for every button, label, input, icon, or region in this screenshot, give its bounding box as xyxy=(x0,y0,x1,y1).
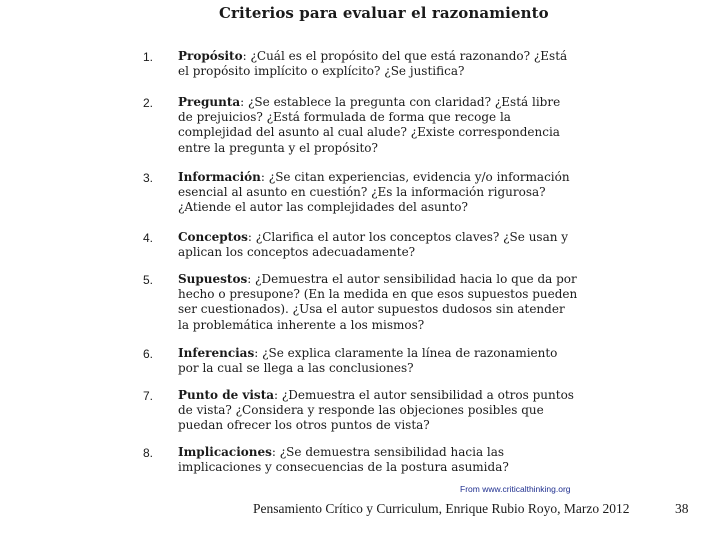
criterion-term: Inferencias xyxy=(178,346,255,360)
page-number: 38 xyxy=(675,501,689,516)
criterion-term: Conceptos xyxy=(178,230,248,244)
criterion-text: : ¿Se citan experiencias, evidencia y/o información esencial al asunto en cuestión? ¿Es la información rigurosa? ¿Atiende el autor las complejidades del asunto? xyxy=(178,170,570,215)
criterion-text: : ¿Demuestra el autor sensibilidad hacia lo que da por hecho o presupone? (En la medida en que esos supuestos pueden ser cuestionados). ¿Usa el autor supuestos dudosos sin atender la problemática inherente a los mismos? xyxy=(178,272,578,332)
criterion-number: 2. xyxy=(143,96,154,110)
source-note: From www.criticalthinking.org xyxy=(460,484,571,494)
criterion-number: 8. xyxy=(143,446,154,460)
criterion-term: Implicaciones xyxy=(178,445,272,459)
criterion-text: : ¿Se establece la pregunta con claridad? ¿Está libre de prejuicios? ¿Está formulada de forma que recoge la complejidad del asunto al cual alude? ¿Existe correspondencia entre la pregunta y el propósito? xyxy=(178,95,561,155)
criterion-body xyxy=(178,272,578,333)
criterion-term: Propósito xyxy=(178,49,243,63)
criterion-body xyxy=(178,49,578,79)
criterion-text: : ¿Cuál es el propósito del que está razonando? ¿Está el propósito implícito o explícito? ¿Se justifica? xyxy=(178,49,568,79)
criterion-body xyxy=(178,95,578,156)
criterion-term: Punto de vista xyxy=(178,388,275,402)
criterion-body xyxy=(178,170,578,216)
criterion-term: Pregunta xyxy=(178,95,241,109)
document-title: Criterios para evaluar el razonamiento xyxy=(219,4,549,22)
criterion-number: 1. xyxy=(143,50,154,64)
criterion-term: Información xyxy=(178,170,261,184)
criterion-term: Supuestos xyxy=(178,272,248,286)
criterion-body xyxy=(178,388,578,434)
criterion-text: : ¿Se explica claramente la línea de razonamiento por la cual se llega a las conclusiones? xyxy=(178,346,558,376)
criterion-text: : ¿Demuestra el autor sensibilidad a otros puntos de vista? ¿Considera y responde las objeciones posibles que puedan ofrecer los otros puntos de vista? xyxy=(178,388,574,433)
criterion-body xyxy=(178,230,578,260)
criterion-number: 7. xyxy=(143,389,154,403)
criterion-number: 5. xyxy=(143,273,154,287)
criterion-number: 4. xyxy=(143,231,154,245)
criterion-body xyxy=(178,346,578,376)
criterion-number: 6. xyxy=(143,347,154,361)
criterion-text: : ¿Se demuestra sensibilidad hacia las implicaciones y consecuencias de la postura asumida? xyxy=(178,445,509,475)
criterion-number: 3. xyxy=(143,171,154,185)
footer-credit: Pensamiento Crítico y Curriculum, Enrique Rubio Royo, Marzo 2012 xyxy=(253,501,630,516)
criterion-body xyxy=(178,445,578,475)
criterion-text: : ¿Clarifica el autor los conceptos claves? ¿Se usan y aplican los conceptos adecuadamente? xyxy=(178,230,569,260)
